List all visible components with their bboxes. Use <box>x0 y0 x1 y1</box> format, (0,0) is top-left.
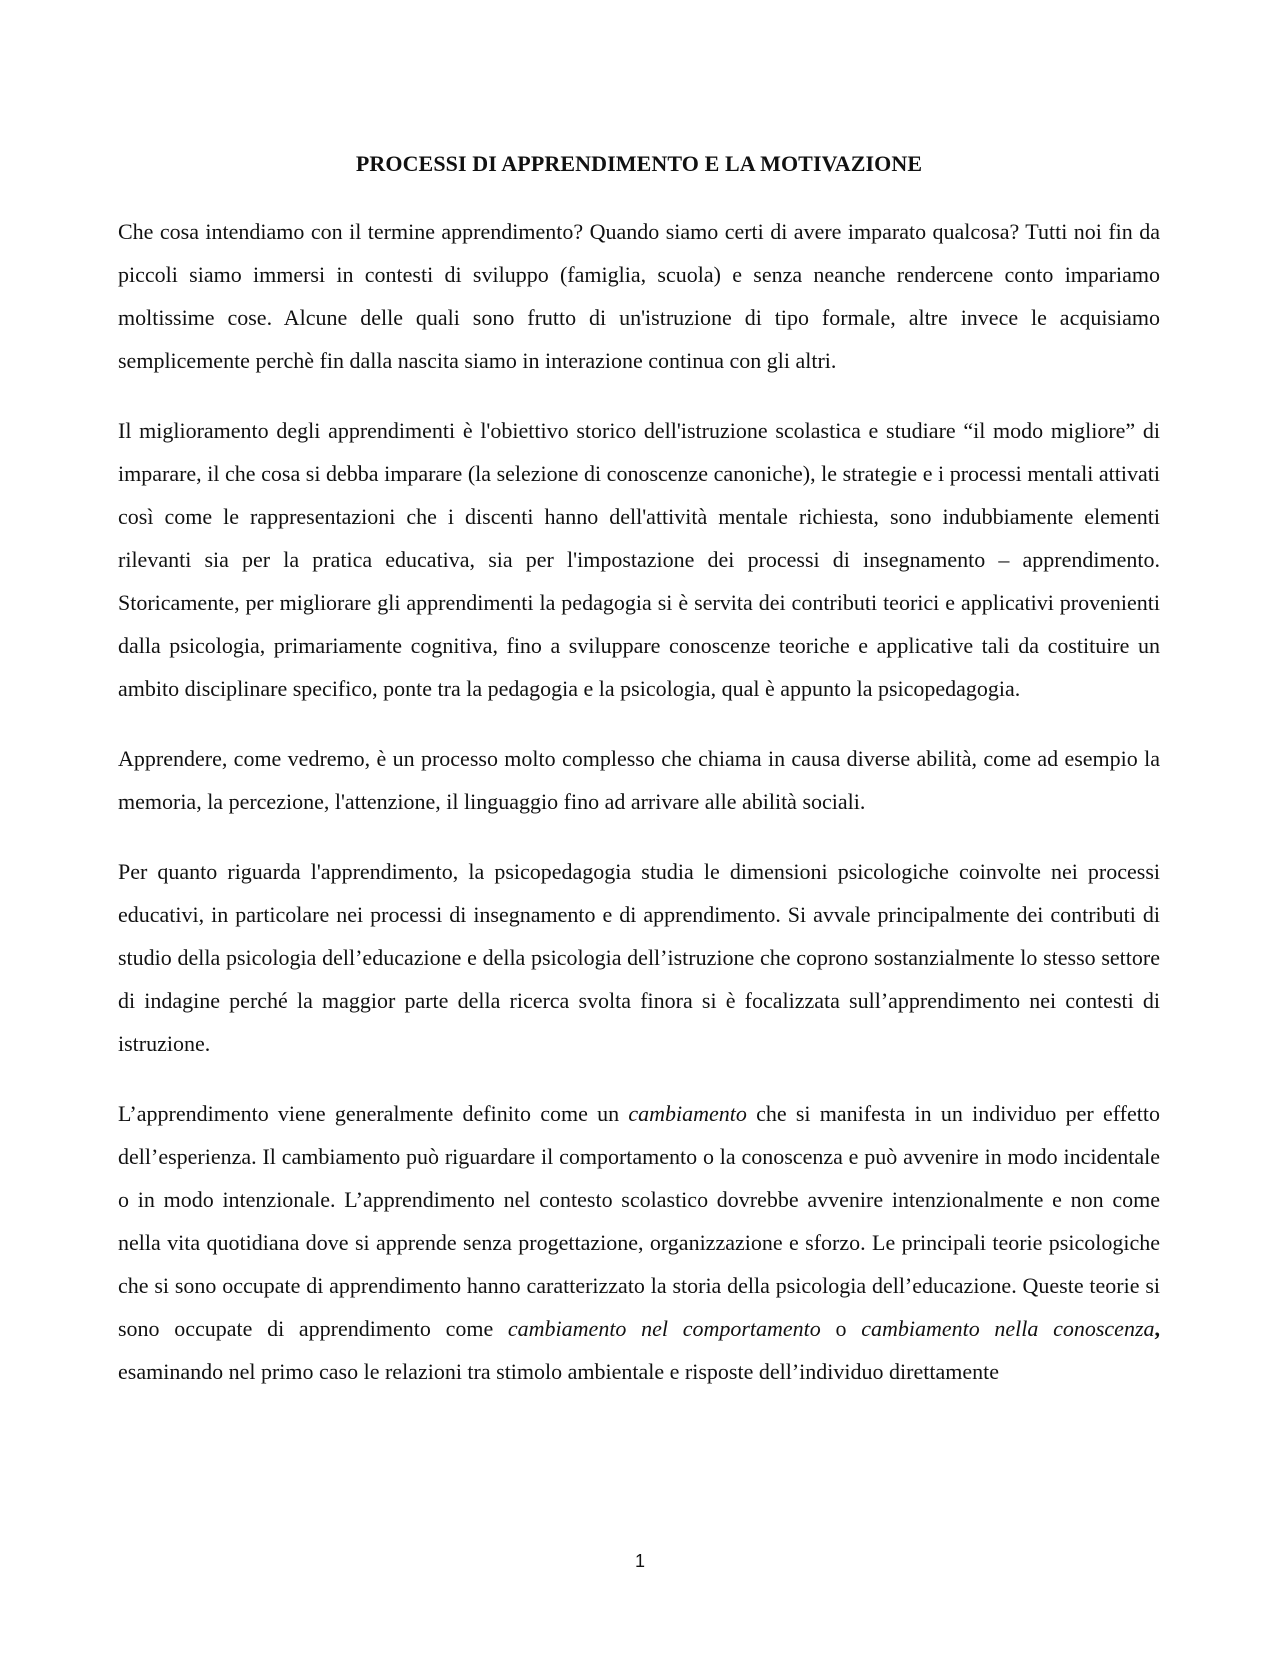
paragraph-3: Apprendere, come vedremo, è un processo molto complesso che chiama in causa diverse abilità, come ad esempio la memoria, la percezione, l'attenzione, il linguaggio fino ad arrivare alle abilità sociali. <box>118 746 1160 814</box>
paragraph-4: Per quanto riguarda l'apprendimento, la psicopedagogia studia le dimensioni psicologiche coinvolte nei processi educativi, in particolare nei processi di insegnamento e di apprendimento. Si avvale principalmente dei contributi di studio della psicologia dell’educazione e della psicologia dell’istruzione che coprono sostanzialmente lo stesso settore di indagine perché la maggior parte della ricerca svolta finora si è focalizzata sull’apprendimento nei contesti di istruzione. <box>118 859 1160 1056</box>
paragraph-2: Il miglioramento degli apprendimenti è l'obiettivo storico dell'istruzione scolastica e studiare “il modo migliore” di imparare, il che cosa si debba imparare (la selezione di conoscenze canoniche), le strategie e i processi mentali attivati così come le rappresentazioni che i discenti hanno dell'attività mentale richiesta, sono indubbiamente elementi rilevanti sia per la pratica educativa, sia per l'impostazione dei processi di insegnamento – apprendimento. Storicamente, per migliorare gli apprendimenti la pedagogia si è servita dei contributi teorici e applicativi provenienti dalla psicologia, primariamente cognitiva, fino a sviluppare conoscenze teoriche e applicative tali da costituire un ambito disciplinare specifico, ponte tra la pedagogia e la psicologia, qual è appunto la psicopedagogia. <box>118 418 1160 701</box>
paragraph-5-text-1: L’apprendimento viene generalmente definito come un <box>118 1101 629 1126</box>
paragraph-1: Che cosa intendiamo con il termine apprendimento? Quando siamo certi di avere imparato qualcosa? Tutti noi fin da piccoli siamo immersi in contesti di sviluppo (famiglia, scuola) e senza neanche rendercene conto impariamo moltissime cose. Alcune delle quali sono frutto di un'istruzione di tipo formale, altre invece le acquisiamo semplicemente perchè fin dalla nascita siamo in interazione continua con gli altri. <box>118 219 1160 373</box>
paragraph-5-text-3: o <box>820 1316 862 1341</box>
paragraph-5-text-2: che si manifesta in un individuo per effetto dell’esperienza. Il cambiamento può riguardare il comportamento o la conoscenza e può avvenire in modo incidentale o in modo intenzionale. L’apprendimento nel contesto scolastico dovrebbe avvenire intenzionalmente e non come nella vita quotidiana dove si apprende senza progettazione, organizzazione e sforzo. Le principali teorie psicologiche che si sono occupate di apprendimento hanno caratterizzato la storia della psicologia dell’educazione. Queste teorie si sono occupate di apprendimento come <box>118 1101 1160 1341</box>
term-cambiamento-conoscenza: cambiamento nella conoscenza <box>861 1316 1155 1341</box>
bold-comma: , <box>1154 1316 1161 1341</box>
document-title: PROCESSI DI APPRENDIMENTO E LA MOTIVAZIONE <box>355 151 923 176</box>
page-number: 1 <box>634 1551 645 1571</box>
paragraph-5 <box>118 1092 1160 1393</box>
term-cambiamento: cambiamento <box>628 1101 747 1126</box>
term-cambiamento-comportamento: cambiamento nel comportamento <box>507 1316 821 1341</box>
paragraph-5-text-4: esaminando nel primo caso le relazioni tra stimolo ambientale e risposte dell’individuo direttamente <box>118 1359 999 1384</box>
document-body <box>118 210 1160 1420</box>
